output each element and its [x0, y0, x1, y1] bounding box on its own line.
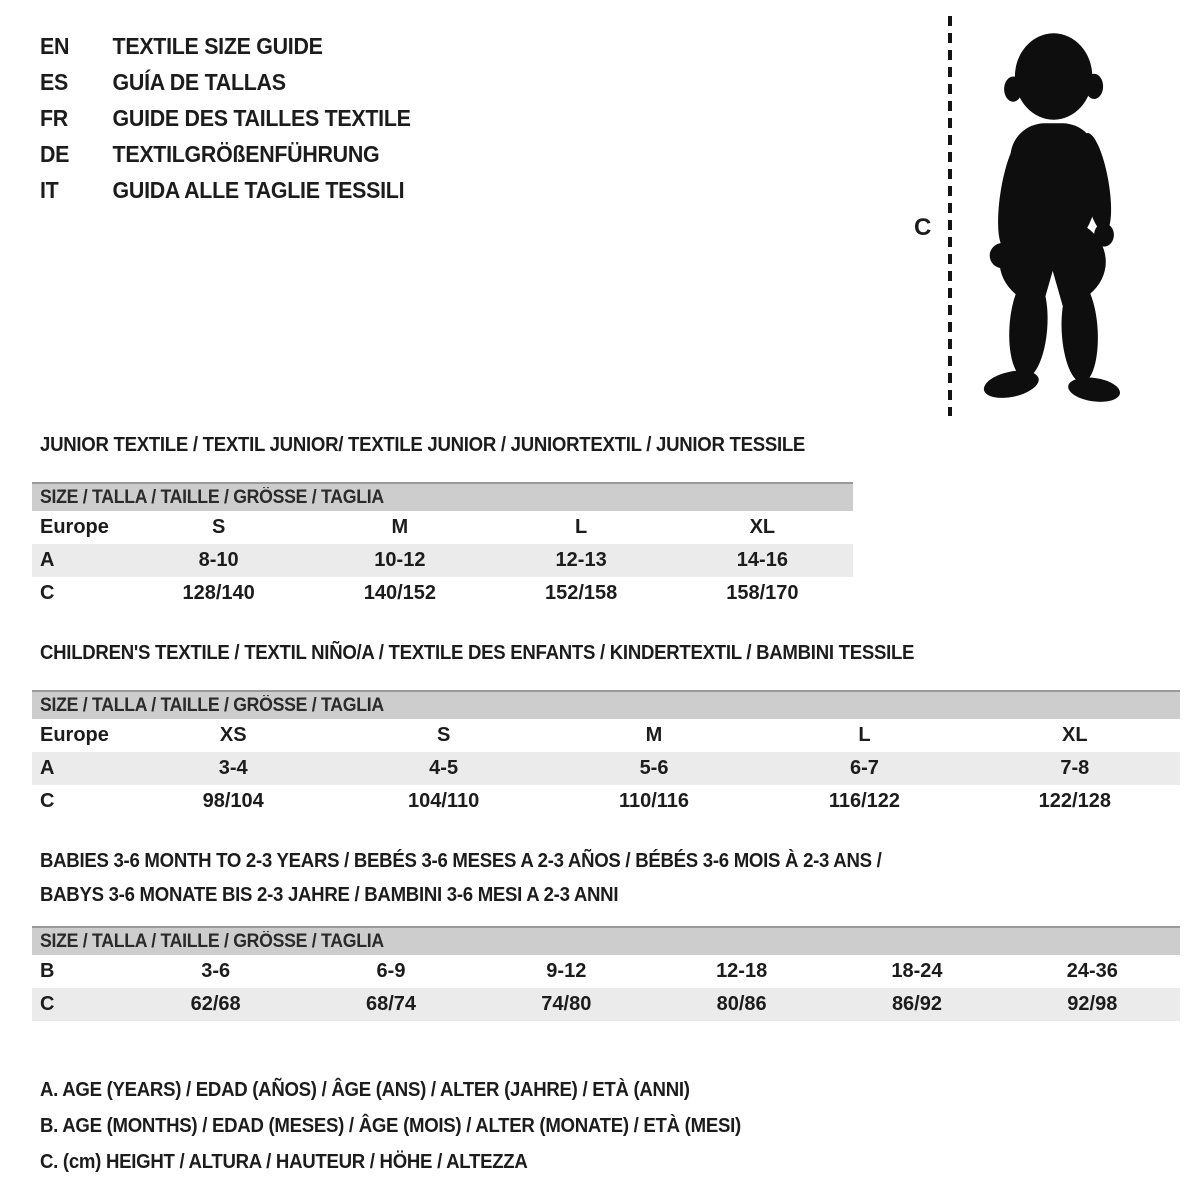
language-code: FR: [40, 105, 68, 131]
row-label: C: [40, 582, 55, 604]
junior-size-table: [32, 482, 853, 610]
size-header-bar: [32, 690, 1180, 719]
table-row-height: [32, 785, 1180, 818]
language-code: DE: [40, 141, 70, 167]
table-cell: L: [575, 516, 588, 538]
table-cell: 110/116: [618, 790, 690, 812]
table-cell: 62/68: [190, 993, 241, 1015]
row-label: C: [40, 993, 55, 1015]
row-label: B: [40, 960, 55, 982]
size-header-text: SIZE / TALLA / TAILLE / GRÖSSE / TAGLIA: [40, 695, 384, 716]
table-cell: 152/158: [544, 582, 618, 604]
note-c-text: C. (cm) HEIGHT / ALTURA / HAUTEUR / HÖHE / ALTEZZA: [40, 1151, 528, 1173]
babies-section-title-line2: [40, 884, 662, 907]
table-cell: 6-9: [376, 960, 406, 982]
table-cell: 116/122: [828, 790, 901, 812]
table-cell: 128/140: [182, 582, 255, 604]
size-header-text: SIZE / TALLA / TAILLE / GRÖSSE / TAGLIA: [40, 487, 384, 508]
row-label: A: [40, 757, 55, 779]
table-cell: 92/98: [1067, 993, 1118, 1015]
size-header-bar: [32, 482, 853, 511]
row-label: Europe: [40, 724, 109, 746]
table-row-europe: [32, 511, 853, 544]
language-code: ES: [40, 69, 68, 95]
table-cell: 24-36: [1066, 960, 1118, 982]
table-cell: 122/128: [1038, 790, 1111, 812]
children-section-title-text: CHILDREN'S TEXTILE / TEXTIL NIÑO/A / TEXTILE DES ENFANTS / KINDERTEXTIL / BAMBINI TESSILE: [40, 642, 915, 664]
table-cell: M: [645, 724, 663, 746]
language-code: EN: [40, 33, 70, 59]
table-cell: 68/74: [365, 993, 417, 1015]
language-code: IT: [40, 177, 59, 203]
table-cell: S: [211, 516, 226, 538]
row-label: A: [40, 549, 55, 571]
table-cell: 86/92: [891, 993, 942, 1015]
table-cell: 158/170: [726, 582, 799, 604]
size-header-text: SIZE / TALLA / TAILLE / GRÖSSE / TAGLIA: [40, 931, 384, 952]
note-a-text: A. AGE (YEARS) / EDAD (AÑOS) / ÂGE (ANS) / ALTER (JAHRE) / ETÀ (ANNI): [40, 1079, 690, 1101]
babies-section-title-text: BABIES 3-6 MONTH TO 2-3 YEARS / BEBÉS 3-6 MESES A 2-3 AÑOS / BÉBÉS 3-6 MOIS À 2-3 ANS /: [40, 850, 882, 872]
language-row: [40, 136, 411, 172]
table-cell: M: [391, 516, 409, 538]
language-title: GUIDA ALLE TAGLIE TESSILI: [112, 177, 405, 203]
table-row-europe: [32, 719, 1180, 752]
table-cell: 140/152: [363, 582, 437, 604]
table-cell: XS: [219, 724, 247, 746]
table-cell: 5-6: [639, 757, 669, 779]
table-cell: 9-12: [546, 960, 587, 982]
table-row-age-months: [32, 955, 1180, 988]
table-cell: 4-5: [429, 757, 459, 779]
language-title: GUÍA DE TALLAS: [112, 69, 286, 95]
table-cell: 74/80: [541, 993, 592, 1015]
table-row-height: [32, 988, 1180, 1021]
table-cell: 12-13: [555, 549, 607, 571]
table-cell: 98/104: [202, 790, 264, 812]
table-row-age: [32, 544, 853, 577]
babies-section-title-line1: [40, 850, 945, 873]
table-row-height: [32, 577, 853, 610]
table-cell: 12-18: [716, 960, 768, 982]
row-label: Europe: [40, 516, 109, 538]
junior-section-title-text: JUNIOR TEXTILE / TEXTIL JUNIOR/ TEXTILE JUNIOR / JUNIORTEXTIL / JUNIOR TESSILE: [40, 434, 806, 456]
language-title: TEXTILGRÖßENFÜHRUNG: [112, 141, 380, 167]
language-row: [40, 172, 411, 208]
table-cell: 3-6: [201, 960, 231, 982]
table-cell: 10-12: [374, 549, 426, 571]
height-measure-dashed-line: [948, 16, 952, 416]
toddler-silhouette-image: [960, 12, 1140, 420]
note-b: [40, 1108, 794, 1144]
language-row: [40, 100, 411, 136]
language-title-list: [40, 28, 411, 208]
babies-size-table: [32, 926, 1180, 1021]
row-label: C: [40, 790, 55, 812]
language-title: TEXTILE SIZE GUIDE: [112, 33, 323, 59]
table-cell: 8-10: [198, 549, 239, 571]
language-title: GUIDE DES TAILLES TEXTILE: [112, 105, 411, 131]
note-b-text: B. AGE (MONTHS) / EDAD (MESES) / ÂGE (MOIS) / ALTER (MONATE) / ETÀ (MESI): [40, 1115, 741, 1137]
table-row-age: [32, 752, 1180, 785]
table-cell: 80/86: [716, 993, 767, 1015]
children-size-table: [32, 690, 1180, 818]
junior-section-title: [40, 434, 863, 457]
table-cell: 14-16: [736, 549, 788, 571]
table-cell: L: [858, 724, 871, 746]
babies-section-title-text: BABYS 3-6 MONATE BIS 2-3 JAHRE / BAMBINI 3-6 MESI A 2-3 ANNI: [40, 884, 619, 906]
size-header-bar: [32, 926, 1180, 955]
table-cell: 6-7: [849, 757, 879, 779]
note-c: [40, 1144, 794, 1180]
legend-notes: [40, 1072, 794, 1180]
children-section-title: [40, 642, 980, 665]
table-cell: XL: [1062, 724, 1088, 746]
table-cell: XL: [749, 516, 776, 538]
note-a: [40, 1072, 794, 1108]
table-cell: 7-8: [1060, 757, 1090, 779]
table-cell: 3-4: [218, 757, 248, 779]
table-cell: S: [436, 724, 451, 746]
height-measure-label: C: [914, 214, 932, 241]
language-row: [40, 28, 411, 64]
table-cell: 104/110: [408, 790, 480, 812]
language-row: [40, 64, 411, 100]
table-cell: 18-24: [891, 960, 943, 982]
